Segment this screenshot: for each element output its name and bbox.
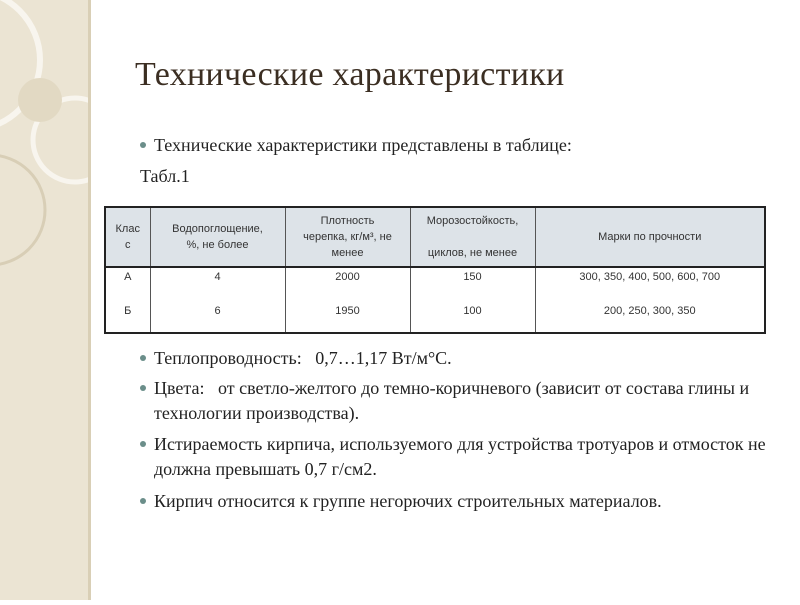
- header-class: Клас с: [105, 207, 150, 267]
- cell-density: 2000 1950: [285, 267, 410, 333]
- header-density: Плотность черепка, кг/м³, не менее: [285, 207, 410, 267]
- decorative-divider: [88, 0, 91, 600]
- bullet-colors: [140, 376, 784, 426]
- intro-bullet-text: Технические характеристики представлены в таблице:: [154, 135, 572, 155]
- header-strength-marks: Марки по прочности: [535, 207, 765, 267]
- specs-table: [104, 206, 766, 334]
- header-frost-resistance: Морозостойкость, циклов, не менее: [410, 207, 535, 267]
- bullet-text: Цвета: от светло-желтого до темно-коричневого (зависит от состава глины и технологии производства).: [154, 378, 754, 423]
- bullet-dot-icon: [140, 385, 146, 391]
- slide-title: Технические характеристики: [135, 56, 565, 93]
- bullet-dot-icon: [140, 355, 146, 361]
- table-body: [105, 267, 765, 333]
- cell-frost-resistance: 150 100: [410, 267, 535, 333]
- decorative-side-panel: [0, 0, 88, 600]
- bullet-dot-icon: [140, 498, 146, 504]
- table-header-row: [105, 207, 765, 267]
- table-caption: Табл.1: [140, 166, 190, 186]
- bullet-fireproof: [140, 489, 784, 514]
- cell-strength-marks: 300, 350, 400, 500, 600, 700 200, 250, 300, 350: [535, 267, 765, 333]
- bullet-dot-icon: [140, 142, 146, 148]
- intro-bullet: [140, 133, 784, 158]
- bullet-thermal-conductivity: [140, 346, 784, 371]
- bullet-text: Теплопроводность: 0,7…1,17 Вт/м°С.: [154, 348, 452, 368]
- cell-class: А Б: [105, 267, 150, 333]
- cell-water-absorption: 4 6: [150, 267, 285, 333]
- decorative-rings-icon: [0, 0, 88, 600]
- header-water-absorption: Водопоглощение, %, не более: [150, 207, 285, 267]
- bullet-dot-icon: [140, 441, 146, 447]
- bullet-abrasion: [140, 432, 784, 482]
- bullet-text: Кирпич относится к группе негорючих строительных материалов.: [154, 491, 662, 511]
- bullet-text: Истираемость кирпича, используемого для устройства тротуаров и отмосток не должна превышать 0,7 г/см2.: [154, 434, 766, 479]
